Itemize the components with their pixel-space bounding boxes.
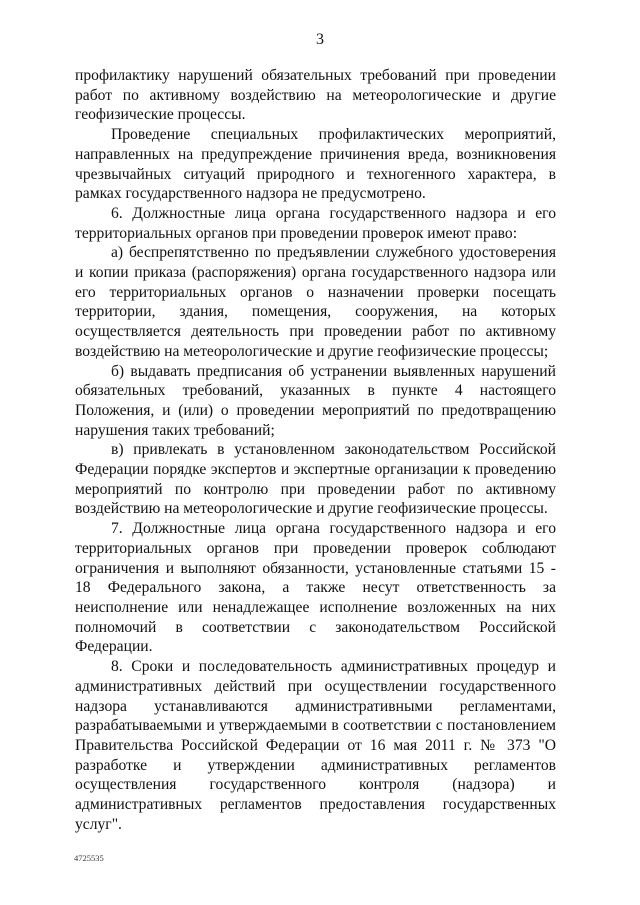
paragraph-item-6b: б) выдавать предписания об устранении выявленных нарушений обязательных требований, указанных в пункте 4 настоящего Положения, и (или) о проведении мероприятий по предотвращению нарушения таких требований; bbox=[75, 362, 556, 439]
paragraph-item-8: 8. Сроки и последовательность административных процедур и административных действий при осуществлении государственного надзора устанавливаются административными регламентами, разрабатываемыми и утверждаемыми в соответствии с постановлением Правительства Российской Федерации от 16 мая 2011 г. № 373 "О разработке и утверждении административных регламентов осуществления государственного контроля (надзора) и административных регламентов предоставления государственных услуг". bbox=[75, 658, 556, 833]
document-code: 4725535 bbox=[74, 853, 104, 863]
paragraph-item-7: 7. Должностные лица органа государственного надзора и его территориальных органов при проведении проверок соблюдают ограничения и выполняют обязанности, установленные статьями 15 - 18 Федерального закона, а также несут ответственность за неисполнение или ненадлежащее исполнение возложенных на них полномочий в соответствии с законодательством Российской Федерации. bbox=[75, 520, 556, 656]
paragraph-preventive-measures: Проведение специальных профилактических мероприятий, направленных на предупреждение причинения вреда, возникновения чрезвычайных ситуаций природного и техногенного характера, в рамках государственного надзора не предусмотрено. bbox=[75, 126, 556, 203]
paragraph-item-6: 6. Должностные лица органа государственного надзора и его территориальных органов при проведении проверок имеют право: bbox=[75, 204, 556, 242]
page-number: 3 bbox=[316, 31, 324, 48]
document-body bbox=[75, 66, 556, 834]
paragraph-item-6a: а) беспрепятственно по предъявлении служебного удостоверения и копии приказа (распоряжения) органа государственного надзора или его территориальных органов о назначении проверки посещать территории, здания, помещения, сооружения, на которых осуществляется деятельность при проведении работ по активному воздействию на метеорологические и другие геофизические процессы; bbox=[75, 244, 556, 360]
paragraph-continuation: профилактику нарушений обязательных требований при проведении работ по активному воздействию на метеорологические и другие геофизические процессы. bbox=[75, 67, 556, 124]
paragraph-item-6v: в) привлекать в установленном законодательством Российской Федерации порядке экспертов и экспертные организации к проведению мероприятий по контролю при проведении работ по активному воздействию на метеорологические и другие геофизические процессы. bbox=[75, 441, 556, 518]
